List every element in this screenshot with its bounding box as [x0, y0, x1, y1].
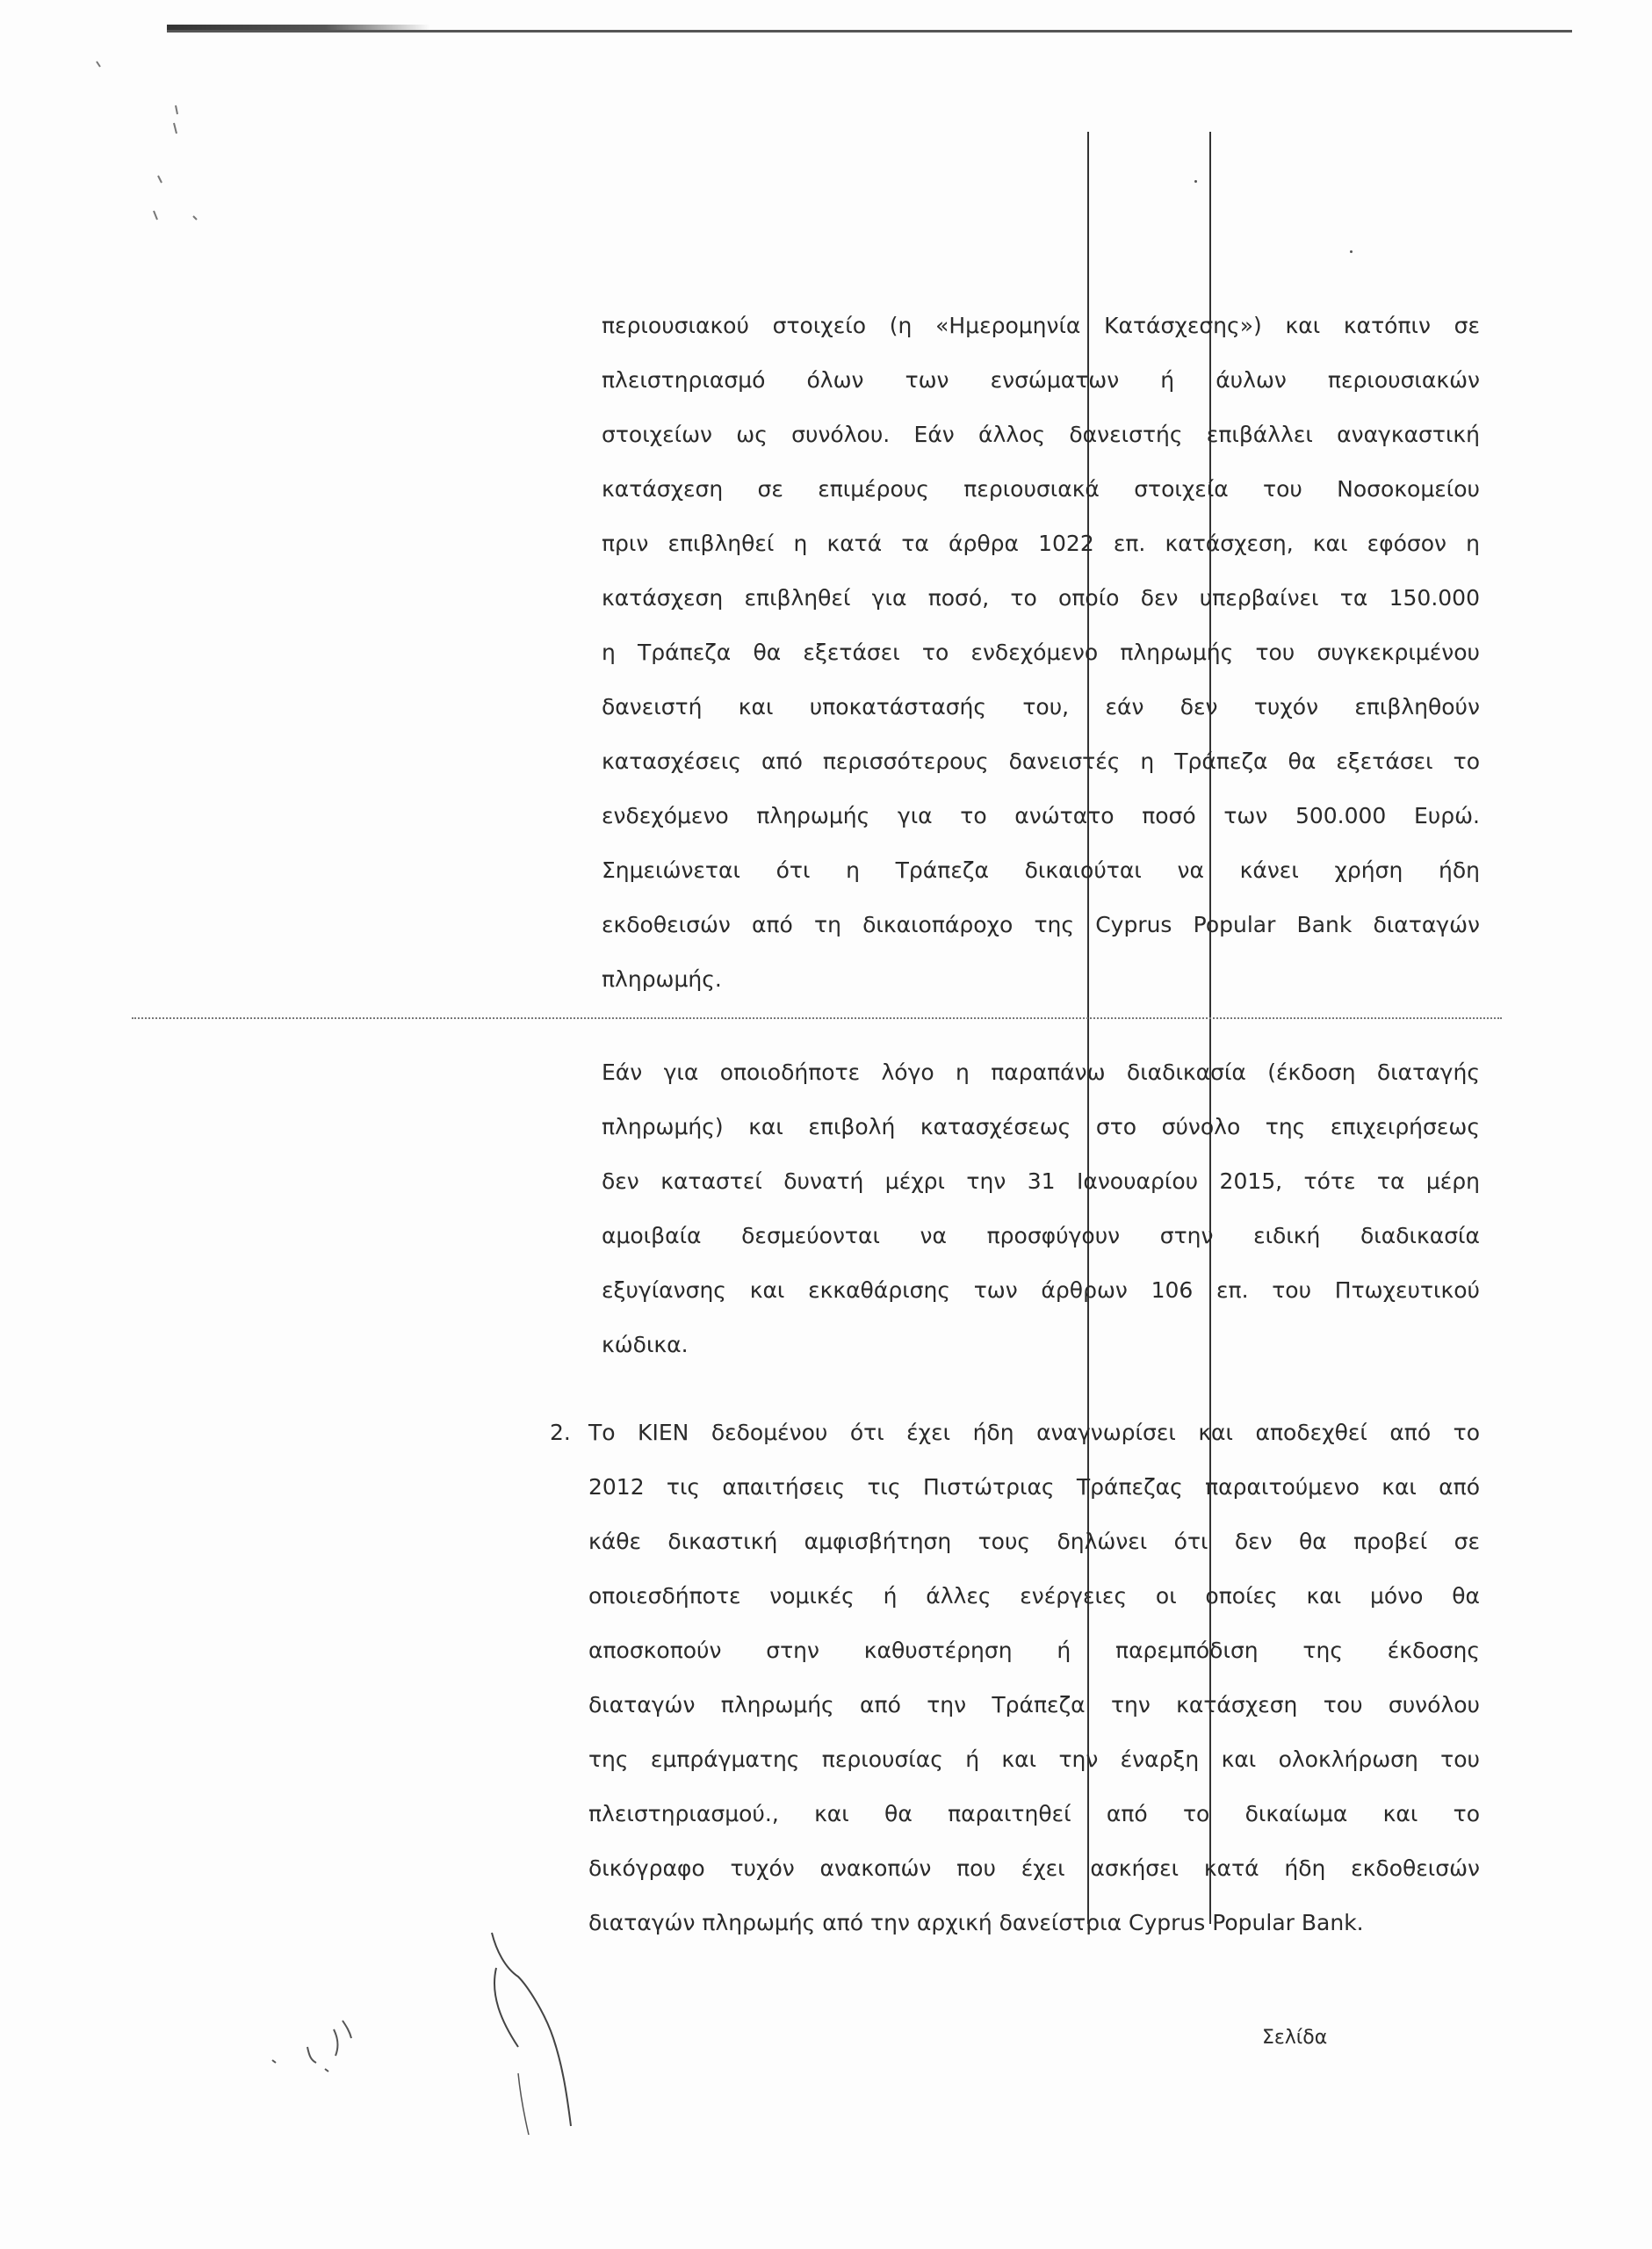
- text-line: διαταγών πληρωμής από την Τράπεζα την κατάσχεση του συνόλου: [588, 1692, 1480, 1717]
- text-line: εκδοθεισών από τη δικαιοπάροχο της Cyprus Popular Bank διαταγών: [602, 912, 1480, 937]
- text-line: κάθε δικαστική αμφισβήτηση τους δηλώνει ότι δεν θα προβεί σε: [588, 1529, 1480, 1554]
- text-line: Σημειώνεται ότι η Τράπεζα δικαιούται να κάνει χρήση ήδη: [602, 857, 1480, 883]
- text-line: πλειστηριασμό όλων των ενσώματων ή άυλων περιουσιακών: [602, 367, 1480, 393]
- margin-scribble: [70, 44, 211, 307]
- text-line: πληρωμής.: [602, 966, 722, 992]
- text-line: ενδεχόμενο πληρωμής για το ανώτατο ποσό των 500.000 Ευρώ.: [602, 803, 1480, 828]
- text-line: η Τράπεζα θα εξετάσει το ενδεχόμενο πληρωμής του συγκεκριμένου: [602, 640, 1480, 665]
- text-line: δικόγραφο τυχόν ανακοπών που έχει ασκήσει κατά ήδη εκδοθεισών: [588, 1855, 1480, 1881]
- text-line: κώδικα.: [602, 1332, 689, 1357]
- scan-speck: [1194, 180, 1197, 183]
- text-line: κατασχέσεις από περισσότερους δανειστές η Τράπεζα θα εξετάσει το: [602, 748, 1480, 774]
- text-line: διαταγών πληρωμής από την αρχική δανείστρια Cyprus Popular Bank.: [588, 1910, 1364, 1935]
- text-line: οποιεσδήποτε νομικές ή άλλες ενέργειες οι οποίες και μόνο θα: [588, 1583, 1480, 1609]
- paragraph-continuation: [602, 299, 1480, 1007]
- text-line: πλειστηριασμού., και θα παραιτηθεί από το δικαίωμα και το: [588, 1801, 1480, 1826]
- text-line: εξυγίανσης και εκκαθάρισης των άρθρων 106 επ. του Πτωχευτικού: [602, 1277, 1480, 1303]
- scan-dotted-rule: [132, 1017, 1502, 1019]
- text-line: Εάν για οποιοδήποτε λόγο η παραπάνω διαδικασία (έκδοση διαταγής: [602, 1059, 1480, 1085]
- text-line: κατάσχεση επιβληθεί για ποσό, το οποίο δεν υπερβαίνει τα 150.000: [602, 585, 1480, 611]
- text-line: πριν επιβληθεί η κατά τα άρθρα 1022 επ. κατάσχεση, και εφόσον η: [602, 531, 1480, 556]
- text-line: πληρωμής) και επιβολή κατασχέσεως στο σύνολο της επιχειρήσεως: [602, 1114, 1480, 1139]
- text-line: στοιχείων ως συνόλου. Εάν άλλος δανειστής επιβάλλει αναγκαστική: [602, 422, 1480, 447]
- scan-speck: [1350, 250, 1353, 253]
- text-line: δανειστή και υποκατάστασής του, εάν δεν τυχόν επιβληθούν: [602, 694, 1480, 720]
- text-line: περιουσιακού στοιχείο (η «Ημερομηνία Κατάσχεσης») και κατόπιν σε: [602, 313, 1480, 338]
- text-line: 2012 τις απαιτήσεις τις Πιστώτριας Τράπεζας παραιτούμενο και από: [588, 1474, 1480, 1500]
- text-line: αμοιβαία δεσμεύονται να προσφύγουν στην ειδική διαδικασία: [602, 1223, 1480, 1248]
- page-label: Σελίδα: [1262, 2027, 1328, 2049]
- text-line: κατάσχεση σε επιμέρους περιουσιακά στοιχεία του Νοσοκομείου: [602, 476, 1480, 502]
- handwritten-signature: [255, 1915, 606, 2179]
- text-line: Το ΚΙΕΝ δεδομένου ότι έχει ήδη αναγνωρίσει και αποδεχθεί από το: [588, 1420, 1480, 1445]
- list-item-number: 2.: [550, 1420, 571, 1445]
- text-line: αποσκοπούν στην καθυστέρηση ή παρεμπόδιση της έκδοσης: [588, 1638, 1480, 1663]
- text-line: δεν καταστεί δυνατή μέχρι την 31 Ιανουαρίου 2015, τότε τα μέρη: [602, 1168, 1480, 1194]
- text-line: της εμπράγματης περιουσίας ή και την έναρξη και ολοκλήρωση του: [588, 1746, 1480, 1772]
- paragraph-fallback-procedure: [602, 1045, 1480, 1372]
- list-item-2: [588, 1406, 1480, 1950]
- scan-top-rule: [167, 30, 1572, 33]
